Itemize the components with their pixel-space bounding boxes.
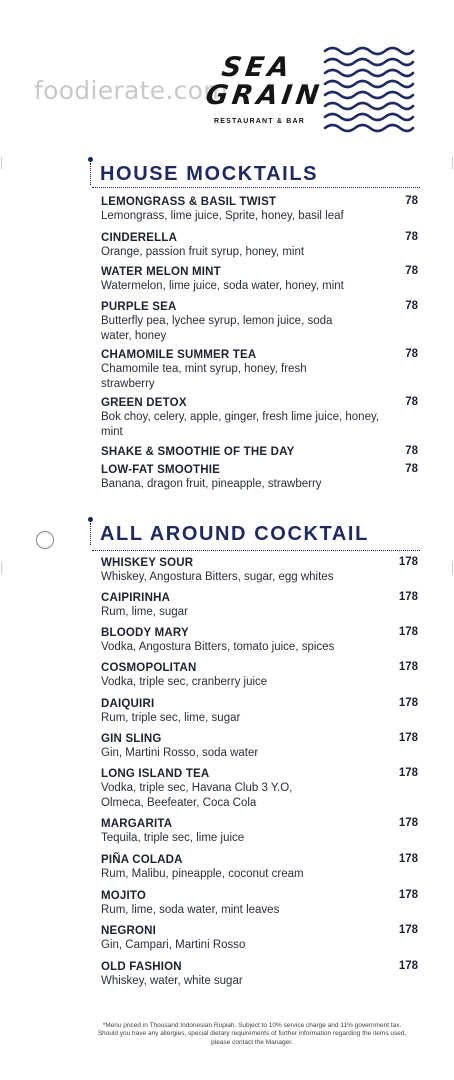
section-title: HOUSE MOCKTAILS <box>100 163 319 185</box>
item-name: LONG ISLAND TEA <box>101 768 210 780</box>
menu-item <box>101 445 418 459</box>
section-title: ALL AROUND COCKTAIL <box>100 523 369 545</box>
item-price: 178 <box>398 767 418 779</box>
logo-line-1: SEA <box>219 52 295 83</box>
menu-item <box>101 960 418 989</box>
menu-item <box>101 348 418 391</box>
item-price: 178 <box>398 960 418 972</box>
menu-item <box>101 396 418 439</box>
edge-mark <box>1 157 2 169</box>
logo-line-2: GRAIN <box>203 80 325 111</box>
item-price: 78 <box>405 300 418 312</box>
section-divider <box>92 550 420 551</box>
section-dot <box>88 517 93 522</box>
item-name: LEMONGRASS & BASIL TWIST <box>101 196 277 208</box>
item-name: MOJITO <box>101 890 147 902</box>
menu-item <box>101 697 418 726</box>
menu-item <box>101 591 418 620</box>
menu-item <box>101 732 418 761</box>
item-price: 178 <box>398 889 418 901</box>
item-description: Banana, dragon fruit, pineapple, strawberry <box>101 478 322 490</box>
item-description: Watermelon, lime juice, soda water, honey, mint <box>101 280 344 292</box>
item-description: Tequila, triple sec, lime juice <box>101 832 245 844</box>
menu-item <box>101 556 418 585</box>
item-price: 178 <box>398 697 418 709</box>
item-description: Vodka, triple sec, cranberry juice <box>101 676 268 688</box>
menu-item <box>101 265 418 294</box>
item-name: CHAMOMILE SUMMER TEA <box>101 349 257 361</box>
item-name: OLD FASHION <box>101 961 182 973</box>
punch-hole <box>36 531 54 549</box>
item-price: 78 <box>405 265 418 277</box>
watermark-text: foodierate.com <box>34 76 228 105</box>
item-price: 178 <box>398 591 418 603</box>
item-price: 78 <box>405 231 418 243</box>
item-name: NEGRONI <box>101 925 157 937</box>
item-price: 178 <box>398 732 418 744</box>
item-name: DAIQUIRI <box>101 698 155 710</box>
item-description: Orange, passion fruit syrup, honey, mint <box>101 246 305 258</box>
menu-item <box>101 767 418 810</box>
item-price: 178 <box>398 661 418 673</box>
edge-mark <box>1 562 2 574</box>
item-price: 78 <box>405 463 418 475</box>
edge-mark <box>452 562 453 574</box>
item-description: Lemongrass, lime juice, Sprite, honey, basil leaf <box>101 210 344 222</box>
item-name: PURPLE SEA <box>101 301 177 313</box>
menu-item <box>101 231 418 260</box>
item-description: Butterfly pea, lychee syrup, lemon juice, soda water, honey <box>101 315 333 342</box>
item-price: 78 <box>405 348 418 360</box>
menu-item <box>101 661 418 690</box>
item-description: Gin, Campari, Martini Rosso <box>101 939 246 951</box>
section-vertical-rule <box>90 163 91 185</box>
menu-item <box>101 817 418 846</box>
item-description: Rum, Malibu, pineapple, coconut cream <box>101 868 304 880</box>
item-description: Rum, triple sec, lime, sugar <box>101 712 241 724</box>
menu-item <box>101 853 418 882</box>
item-name: GIN SLING <box>101 733 162 745</box>
waves-icon <box>323 45 415 137</box>
section-divider <box>92 187 420 188</box>
item-description: Vodka, triple sec, Havana Club 3 Y.O, Olmeca, Beefeater, Coca Cola <box>101 782 293 809</box>
footnote: *Menu priced in Thousand Indonesian Rupiah. Subject to 10% service charge and 11% government tax. Should you have any allergies, special dietary requirements of further information regarding the items used, please contact the Manager. <box>97 1022 407 1046</box>
menu-item <box>101 924 418 953</box>
item-name: LOW-FAT SMOOTHIE <box>101 464 221 476</box>
item-name: SHAKE & SMOOTHIE OF THE DAY <box>101 446 295 458</box>
item-description: Rum, lime, sugar <box>101 606 188 618</box>
edge-mark <box>452 157 453 169</box>
item-description: Vodka, Angostura Bitters, tomato juice, spices <box>101 641 335 653</box>
menu-item <box>101 300 418 343</box>
item-description: Rum, lime, soda water, mint leaves <box>101 904 280 916</box>
item-price: 178 <box>398 853 418 865</box>
item-name: CINDERELLA <box>101 232 178 244</box>
item-name: GREEN DETOX <box>101 397 187 409</box>
item-description: Gin, Martini Rosso, soda water <box>101 747 259 759</box>
item-name: BLOODY MARY <box>101 627 189 639</box>
item-price: 178 <box>398 924 418 936</box>
logo-subtitle: RESTAURANT & BAR <box>214 118 306 125</box>
item-description: Whiskey, Angostura Bitters, sugar, egg whites <box>101 571 334 583</box>
brand-logo <box>200 52 325 132</box>
item-name: WHISKEY SOUR <box>101 557 194 569</box>
item-price: 178 <box>398 626 418 638</box>
menu-item <box>101 463 418 492</box>
section-all-around-cocktail <box>88 523 428 993</box>
section-vertical-rule <box>90 523 91 545</box>
item-name: COSMOPOLITAN <box>101 662 197 674</box>
item-price: 78 <box>405 445 418 457</box>
item-name: WATER MELON MINT <box>101 266 221 278</box>
item-name: CAIPIRINHA <box>101 592 171 604</box>
menu-item <box>101 889 418 918</box>
item-price: 178 <box>398 817 418 829</box>
menu-item <box>101 195 418 224</box>
item-description: Bok choy, celery, apple, ginger, fresh lime juice, honey, mint <box>101 411 380 438</box>
section-dot <box>88 157 93 162</box>
item-name: PIÑA COLADA <box>101 854 183 866</box>
item-price: 78 <box>405 396 418 408</box>
item-description: Chamomile tea, mint syrup, honey, fresh strawberry <box>101 363 307 390</box>
item-price: 78 <box>405 195 418 207</box>
menu-item <box>101 626 418 655</box>
section-house-mocktails <box>88 163 428 503</box>
item-description: Whiskey, water, white sugar <box>101 975 243 987</box>
item-name: MARGARITA <box>101 818 173 830</box>
item-price: 178 <box>398 556 418 568</box>
